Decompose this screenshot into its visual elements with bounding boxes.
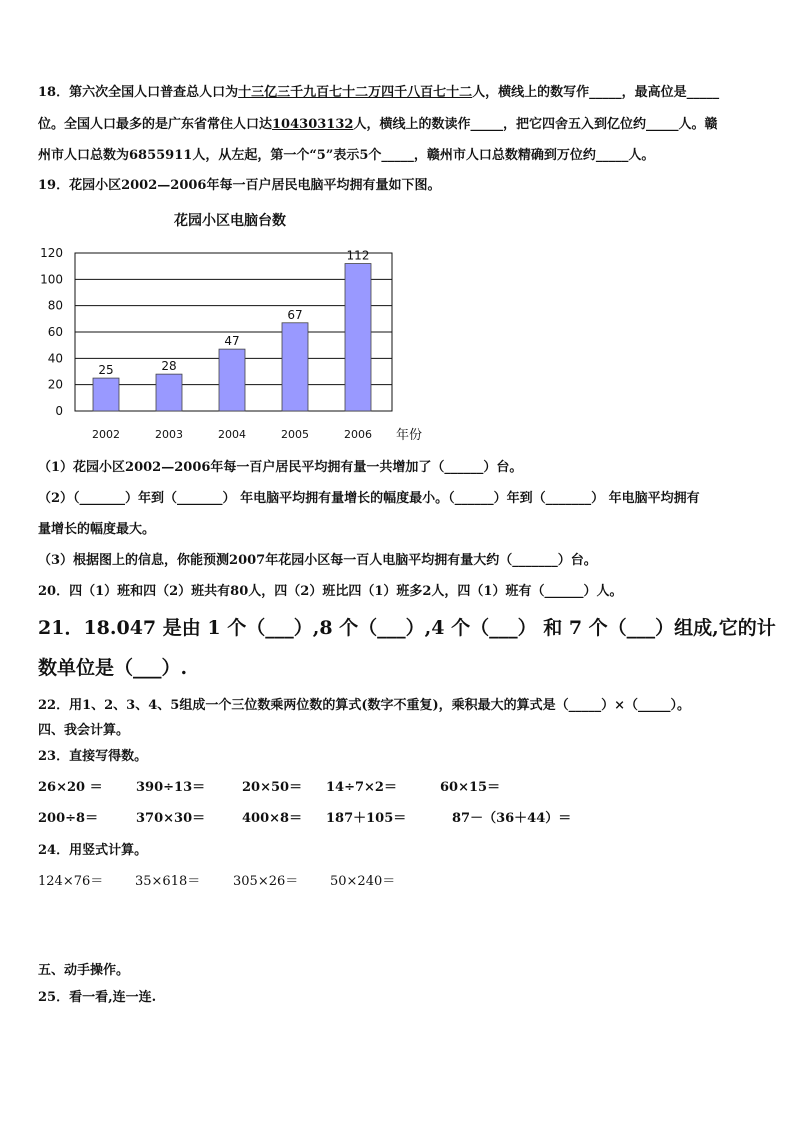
calc-item: 35×618＝ bbox=[135, 874, 201, 889]
calc-item: 305×26＝ bbox=[233, 874, 299, 889]
calc-item: 124×76＝ bbox=[38, 874, 104, 889]
q19-sub3: （3）根据图上的信息，你能预测2007年花园小区每一百人电脑平均拥有量大约（_______）台。 bbox=[38, 553, 597, 568]
section-5-title: 五、动手操作。 bbox=[38, 963, 130, 978]
q19-intro: 19．花园小区2002—2006年每一百户居民电脑平均拥有量如下图。 bbox=[38, 178, 441, 193]
q23-row-2 bbox=[38, 811, 571, 827]
x-axis-label: 年份 bbox=[396, 428, 423, 443]
data-label: 112 bbox=[346, 248, 370, 263]
section-4-title: 四、我会计算。 bbox=[38, 723, 130, 738]
calc-item: 87－（36＋44）＝ bbox=[452, 811, 572, 826]
data-label: 28 bbox=[161, 359, 177, 374]
bar bbox=[156, 374, 182, 411]
q18-text: 人，横线上的数写作_____，最高位是_____ bbox=[472, 85, 720, 100]
q18-text: 18．第六次全国人口普查总人口为 bbox=[38, 85, 239, 100]
q18-underlined-number-words: 十三亿三千九百七十二万四千八百七十二 bbox=[238, 85, 473, 100]
q22: 22．用1、2、3、4、5组成一个三位数乘两位数的算式(数字不重复)，乘积最大的算式是（_____）×（_____）。 bbox=[38, 698, 691, 713]
y-tick-label: 0 bbox=[55, 404, 63, 418]
calc-item: 14÷7×2＝ bbox=[326, 780, 397, 795]
y-tick-label: 80 bbox=[47, 298, 63, 313]
x-tick-label: 2003 bbox=[155, 428, 183, 441]
x-tick-label: 2005 bbox=[281, 428, 309, 441]
x-tick-label: 2006 bbox=[344, 428, 372, 441]
bar bbox=[93, 378, 119, 411]
q24-row bbox=[38, 874, 395, 890]
q23-row-1 bbox=[38, 780, 500, 796]
y-tick-label: 100 bbox=[40, 272, 63, 287]
q21-line1: 21．18.047 是由 1 个（___）,8 个（___）,4 个（___） 和 7 个（___）组成,它的计 bbox=[38, 617, 776, 639]
y-tick-label: 120 bbox=[40, 246, 63, 260]
bar bbox=[219, 349, 245, 411]
calc-item: 370×30＝ bbox=[136, 811, 206, 826]
calc-item: 50×240＝ bbox=[330, 874, 396, 889]
q18-line-2 bbox=[38, 117, 717, 133]
q18-line-3: 州市人口总数为6855911人，从左起，第一个“5”表示5个_____，赣州市人口总数精确到万位约_____人。 bbox=[38, 148, 655, 163]
chart-title: 花园小区电脑台数 bbox=[174, 213, 286, 229]
y-tick-label: 40 bbox=[47, 351, 63, 366]
bar bbox=[345, 264, 371, 411]
bar bbox=[282, 323, 308, 411]
q24-title: 24．用竖式计算。 bbox=[38, 843, 148, 858]
data-label: 47 bbox=[224, 334, 240, 349]
calc-item: 400×8＝ bbox=[242, 811, 303, 826]
calc-item: 26×20 ＝ bbox=[38, 780, 103, 795]
calc-item: 20×50＝ bbox=[242, 780, 303, 795]
q18-text: 位。全国人口最多的是广东省常住人口达 bbox=[38, 117, 273, 132]
calc-item: 60×15＝ bbox=[440, 780, 501, 795]
q19-sub1: （1）花园小区2002—2006年每一百户居民平均拥有量一共增加了（______）台。 bbox=[38, 460, 523, 475]
q18-line-1 bbox=[38, 85, 719, 101]
q20: 20．四（1）班和四（2）班共有80人，四（2）班比四（1）班多2人，四（1）班有（______）人。 bbox=[38, 584, 623, 599]
calc-item: 187＋105＝ bbox=[326, 811, 407, 826]
bar-chart bbox=[30, 205, 450, 445]
data-label: 25 bbox=[98, 363, 114, 378]
calc-item: 390÷13＝ bbox=[136, 780, 206, 795]
y-tick-label: 60 bbox=[47, 325, 63, 339]
calc-item: 200÷8＝ bbox=[38, 811, 99, 826]
q21-line2: 数单位是（___）. bbox=[38, 657, 188, 679]
x-tick-label: 2002 bbox=[92, 428, 120, 441]
q19-sub2-line2: 量增长的幅度最大。 bbox=[38, 522, 156, 537]
q18-text: 人，横线上的数读作_____，把它四舍五入到亿位约_____人。赣 bbox=[353, 117, 718, 132]
q19-sub2-line1: （2）（_______）年到（_______） 年电脑平均拥有量增长的幅度最小。（______）年到（_______） 年电脑平均拥有 bbox=[38, 491, 700, 506]
q25: 25．看一看,连一连. bbox=[38, 990, 157, 1005]
q18-underlined-number: 104303132 bbox=[272, 117, 354, 132]
data-label: 67 bbox=[287, 307, 303, 322]
x-tick-label: 2004 bbox=[218, 428, 246, 441]
y-tick-label: 20 bbox=[47, 377, 63, 392]
q23-title: 23．直接写得数。 bbox=[38, 749, 148, 764]
